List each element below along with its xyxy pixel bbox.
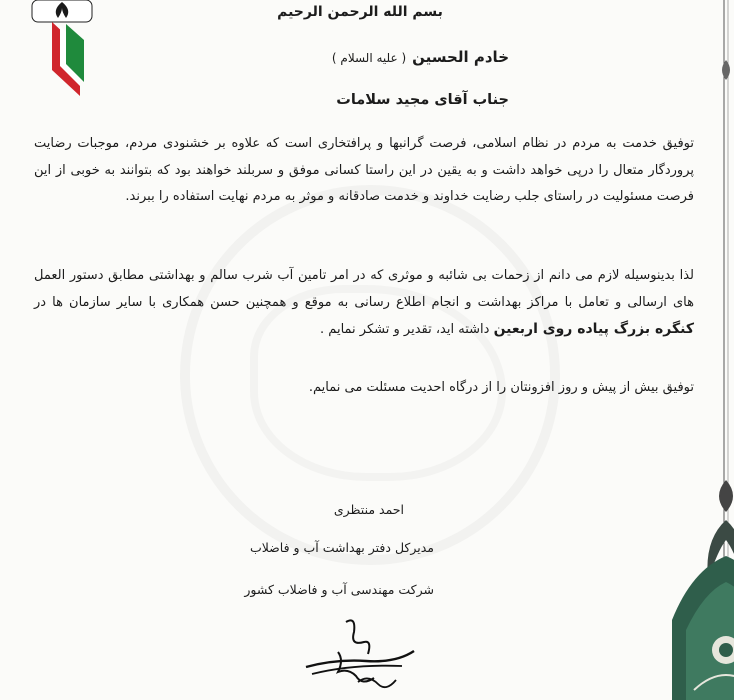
paragraph-2-highlight: کنگره بزرگ پیاده روی اربعین [493,321,694,337]
body-paragraph-3: توفیق بیش از پیش و روز افزونتان را از درگاه احدیت مسئلت می نمایم. [308,380,694,395]
recipient-honorific: ( علیه السلام ) [331,51,407,65]
recipient-title-line [332,48,509,66]
body-paragraph-2 [34,263,694,344]
signer-organization: شرکت مهندسی آب و فاضلاب کشور [244,582,434,597]
iran-emblem-icon [22,0,102,98]
recipient-title: خادم الحسین [412,48,509,66]
body-paragraph-1: توفیق خدمت به مردم در نظام اسلامی، فرصت گرانبها و پرافتخاری است که علاوه بر خشنودی مردم، موجبات رضایت پروردگار متعال را درپی خواهد داشت و به یقین در این راستا کسانی موفق و سربلند خواهند بود که بتوانند به خوبی از این فرصت مسئولیت در راستای جلب رضایت خداوند و خدمت صادقانه و موثر به مردم نهایت استفاده را ببرند. [34,136,694,204]
handwritten-signature [298,612,418,697]
signer-name: احمد منتظری [333,502,404,517]
recipient-greeting: جناب آقای مجید سلامات [336,92,509,108]
decorative-border-ornament [654,0,734,700]
signer-position: مدیرکل دفتر بهداشت آب و فاضلاب [249,540,434,555]
paragraph-2-text-end: داشته اید، تقدیر و تشکر نمایم . [320,322,490,337]
bismillah-header: بسم الله الرحمن الرحیم [277,4,443,20]
paragraph-2-text-start: لذا بدینوسیله لازم می دانم از زحمات بی شائبه و موثری که در امر تامین آب شرب سالم و بهداشتی مطابق دستور العمل های ارسالی و تعامل با مراکز بهداشت و انجام اطلاع رسانی به موقع و همچنین حسن همکاری با سایر سازمان ها در [34,268,694,310]
